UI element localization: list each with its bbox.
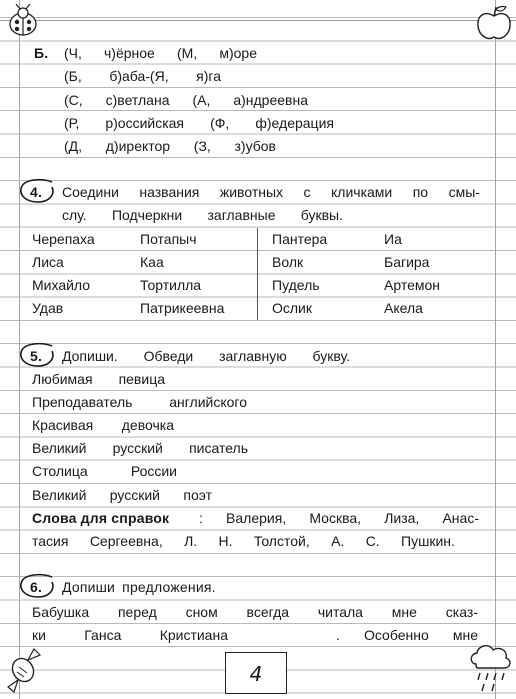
section-b-line-5: (Д, д)иректор (З, з)убов [64,138,276,154]
ladybug-icon [4,4,42,38]
task-5-item: Любимая певица [32,371,165,387]
reference-words-line-2: тасия Сергеевна, Л. Н. Толстой, А. С. Пушкин. [32,533,455,549]
task-6-line-2-end: . Особенно мне [336,627,478,643]
right-table-cell: Пудель [272,277,320,293]
section-b-line-3: (С, с)ветлана (А, а)ндреевна [64,92,308,108]
task-5-item: Столица России [32,463,177,479]
task-6-line-1: Бабушка перед сном всегда читала мне сказ- [32,604,478,620]
task-5-item: Преподаватель английского [32,394,247,410]
page-number: 4 [249,662,263,686]
right-table-cell: Акела [384,300,423,316]
task-5-number: 5. [30,348,43,364]
task-6-line-2-start: ки Ганса Кристиана [32,627,228,643]
right-table-cell: Иа [384,231,402,247]
left-table-cell: Черепаха [32,231,95,247]
task-5-item: Великий русский поэт [32,487,212,503]
section-b-line-1: (Ч, ч)ёрное (М, м)оре [64,45,257,61]
left-table-cell: Потапыч [140,231,197,247]
top-rule [0,20,516,21]
candy-icon [2,643,44,693]
cloud-rain-icon [466,640,514,696]
right-table-cell: Багира [384,254,430,270]
left-table-cell: Лиса [32,254,64,270]
reference-words-label: Слова для справок [32,510,170,526]
left-table-cell: Каа [140,254,164,270]
task-5-item: Великий русский писатель [32,440,248,456]
reference-words-line-1: : Валерия, Москва, Лиза, Анас- [199,510,479,526]
left-table-cell: Тортилла [140,277,202,293]
section-b-line-4: (Р, р)оссийская (Ф, ф)едерация [64,115,334,131]
right-table-cell: Пантера [272,231,328,247]
right-table-cell: Волк [272,254,304,270]
task-6-instruction: Допиши предложения. [62,579,216,595]
task-5-item: Красивая девочка [32,417,174,433]
left-table-cell: Удав [32,300,64,316]
task-4-number: 4. [30,184,43,200]
left-table-cell: Патрикеевна [140,300,225,316]
right-margin-line [495,0,496,699]
section-b-line-2: (Б, б)аба-(Я, я)га [64,68,221,84]
task-4-instruction-line-2: слу. Подчеркни заглавные буквы. [62,207,343,223]
page-number-box [225,652,287,694]
table-divider [257,228,258,320]
left-table-cell: Михайло [32,277,91,293]
task-6-number: 6. [30,579,43,595]
task-4-instruction-line-1: Соедини названия животных с кличками по смы- [62,184,480,200]
right-table-cell: Ослик [272,300,313,316]
right-table-cell: Артемон [384,277,440,293]
apple-icon [474,4,514,42]
task-5-instruction: Допиши. Обведи заглавную букву. [62,348,350,364]
section-b-label: Б. [34,45,49,61]
